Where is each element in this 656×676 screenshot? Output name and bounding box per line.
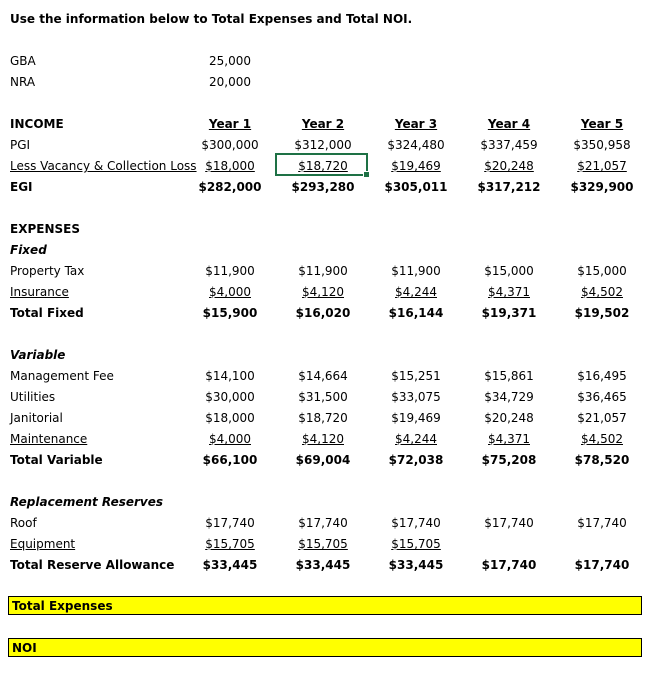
cell-total-reserve-allowance-year-1[interactable]: $33,445 bbox=[202, 558, 258, 572]
cell-equipment-year-3[interactable]: $15,705 bbox=[391, 537, 441, 551]
cell-utilities-year-1[interactable]: $30,000 bbox=[205, 390, 255, 404]
expenses-header: EXPENSES bbox=[10, 222, 80, 236]
cell-insurance-year-2[interactable]: $4,120 bbox=[302, 285, 344, 299]
nra-label: NRA bbox=[10, 75, 36, 89]
cell-total-fixed-year-5[interactable]: $19,502 bbox=[574, 306, 630, 320]
gba-value[interactable]: 25,000 bbox=[209, 54, 251, 68]
cell-less-vacancy-collection-loss-year-5[interactable]: $21,057 bbox=[577, 159, 627, 173]
cell-pgi-year-4[interactable]: $337,459 bbox=[480, 138, 538, 152]
cell-egi-year-3[interactable]: $305,011 bbox=[384, 180, 448, 194]
cell-total-reserve-allowance-year-5[interactable]: $17,740 bbox=[574, 558, 630, 572]
row-label-insurance: Insurance bbox=[10, 285, 69, 299]
cell-management-fee-year-1[interactable]: $14,100 bbox=[205, 369, 255, 383]
row-label-utilities: Utilities bbox=[10, 390, 56, 404]
reserves-header: Replacement Reserves bbox=[10, 495, 164, 509]
row-label-equipment: Equipment bbox=[10, 537, 76, 551]
cell-insurance-year-4[interactable]: $4,371 bbox=[488, 285, 530, 299]
year-header-3: Year 3 bbox=[394, 117, 438, 131]
cell-janitorial-year-4[interactable]: $20,248 bbox=[484, 411, 534, 425]
cell-total-fixed-year-2[interactable]: $16,020 bbox=[295, 306, 351, 320]
fixed-header: Fixed bbox=[10, 243, 47, 257]
cell-pgi-year-1[interactable]: $300,000 bbox=[201, 138, 259, 152]
cell-roof-year-4[interactable]: $17,740 bbox=[484, 516, 534, 530]
income-header: INCOME bbox=[10, 117, 64, 131]
cell-roof-year-5[interactable]: $17,740 bbox=[577, 516, 627, 530]
cell-utilities-year-4[interactable]: $34,729 bbox=[484, 390, 534, 404]
cell-less-vacancy-collection-loss-year-2[interactable]: $18,720 bbox=[298, 159, 348, 173]
noi-label: NOI bbox=[12, 641, 37, 655]
nra-value[interactable]: 20,000 bbox=[209, 75, 251, 89]
cell-total-variable-year-4[interactable]: $75,208 bbox=[481, 453, 537, 467]
cell-egi-year-5[interactable]: $329,900 bbox=[570, 180, 634, 194]
cell-utilities-year-5[interactable]: $36,465 bbox=[577, 390, 627, 404]
total-expenses-label: Total Expenses bbox=[12, 599, 113, 613]
cell-egi-year-2[interactable]: $293,280 bbox=[291, 180, 355, 194]
cell-total-fixed-year-1[interactable]: $15,900 bbox=[202, 306, 258, 320]
cell-utilities-year-3[interactable]: $33,075 bbox=[391, 390, 441, 404]
cell-total-variable-year-5[interactable]: $78,520 bbox=[574, 453, 630, 467]
cell-maintenance-year-3[interactable]: $4,244 bbox=[395, 432, 437, 446]
cell-less-vacancy-collection-loss-year-1[interactable]: $18,000 bbox=[205, 159, 255, 173]
year-header-4: Year 4 bbox=[487, 117, 531, 131]
cell-management-fee-year-2[interactable]: $14,664 bbox=[298, 369, 348, 383]
cell-total-fixed-year-4[interactable]: $19,371 bbox=[481, 306, 537, 320]
cell-egi-year-1[interactable]: $282,000 bbox=[198, 180, 262, 194]
cell-roof-year-1[interactable]: $17,740 bbox=[205, 516, 255, 530]
cell-roof-year-2[interactable]: $17,740 bbox=[298, 516, 348, 530]
row-label-egi: EGI bbox=[10, 180, 33, 194]
row-label-less-vacancy-collection-loss: Less Vacancy & Collection Loss bbox=[10, 159, 197, 173]
cell-pgi-year-5[interactable]: $350,958 bbox=[573, 138, 631, 152]
year-header-2: Year 2 bbox=[301, 117, 345, 131]
cell-property-tax-year-2[interactable]: $11,900 bbox=[298, 264, 348, 278]
cell-equipment-year-1[interactable]: $15,705 bbox=[205, 537, 255, 551]
cell-janitorial-year-5[interactable]: $21,057 bbox=[577, 411, 627, 425]
cell-management-fee-year-3[interactable]: $15,251 bbox=[391, 369, 441, 383]
cell-property-tax-year-5[interactable]: $15,000 bbox=[577, 264, 627, 278]
cell-maintenance-year-1[interactable]: $4,000 bbox=[209, 432, 251, 446]
row-label-total-fixed: Total Fixed bbox=[10, 306, 84, 320]
cell-less-vacancy-collection-loss-year-3[interactable]: $19,469 bbox=[391, 159, 441, 173]
cell-property-tax-year-3[interactable]: $11,900 bbox=[391, 264, 441, 278]
row-label-total-reserve-allowance: Total Reserve Allowance bbox=[10, 558, 175, 572]
variable-header: Variable bbox=[10, 348, 66, 362]
cell-insurance-year-5[interactable]: $4,502 bbox=[581, 285, 623, 299]
row-label-management-fee: Management Fee bbox=[10, 369, 114, 383]
cell-pgi-year-2[interactable]: $312,000 bbox=[294, 138, 352, 152]
row-label-maintenance: Maintenance bbox=[10, 432, 88, 446]
cell-total-variable-year-1[interactable]: $66,100 bbox=[202, 453, 258, 467]
row-label-total-variable: Total Variable bbox=[10, 453, 103, 467]
cell-janitorial-year-1[interactable]: $18,000 bbox=[205, 411, 255, 425]
cell-total-reserve-allowance-year-2[interactable]: $33,445 bbox=[295, 558, 351, 572]
cell-janitorial-year-2[interactable]: $18,720 bbox=[298, 411, 348, 425]
row-label-property-tax: Property Tax bbox=[10, 264, 85, 278]
cell-management-fee-year-4[interactable]: $15,861 bbox=[484, 369, 534, 383]
year-header-1: Year 1 bbox=[208, 117, 252, 131]
cell-maintenance-year-4[interactable]: $4,371 bbox=[488, 432, 530, 446]
row-label-janitorial: Janitorial bbox=[10, 411, 63, 425]
cell-insurance-year-1[interactable]: $4,000 bbox=[209, 285, 251, 299]
cell-janitorial-year-3[interactable]: $19,469 bbox=[391, 411, 441, 425]
cell-total-variable-year-3[interactable]: $72,038 bbox=[388, 453, 444, 467]
cell-roof-year-3[interactable]: $17,740 bbox=[391, 516, 441, 530]
cell-total-variable-year-2[interactable]: $69,004 bbox=[295, 453, 351, 467]
noi-row[interactable] bbox=[8, 638, 642, 657]
cell-egi-year-4[interactable]: $317,212 bbox=[477, 180, 541, 194]
row-label-roof: Roof bbox=[10, 516, 37, 530]
cell-equipment-year-2[interactable]: $15,705 bbox=[298, 537, 348, 551]
gba-label: GBA bbox=[10, 54, 36, 68]
cell-utilities-year-2[interactable]: $31,500 bbox=[298, 390, 348, 404]
cell-maintenance-year-5[interactable]: $4,502 bbox=[581, 432, 623, 446]
cell-property-tax-year-4[interactable]: $15,000 bbox=[484, 264, 534, 278]
cell-less-vacancy-collection-loss-year-4[interactable]: $20,248 bbox=[484, 159, 534, 173]
cell-management-fee-year-5[interactable]: $16,495 bbox=[577, 369, 627, 383]
cell-insurance-year-3[interactable]: $4,244 bbox=[395, 285, 437, 299]
cell-total-fixed-year-3[interactable]: $16,144 bbox=[388, 306, 444, 320]
cell-maintenance-year-2[interactable]: $4,120 bbox=[302, 432, 344, 446]
total-expenses-row[interactable] bbox=[8, 596, 642, 615]
year-header-5: Year 5 bbox=[580, 117, 624, 131]
cell-pgi-year-3[interactable]: $324,480 bbox=[387, 138, 445, 152]
cell-total-reserve-allowance-year-3[interactable]: $33,445 bbox=[388, 558, 444, 572]
row-label-pgi: PGI bbox=[10, 138, 31, 152]
cell-total-reserve-allowance-year-4[interactable]: $17,740 bbox=[481, 558, 537, 572]
cell-property-tax-year-1[interactable]: $11,900 bbox=[205, 264, 255, 278]
page-title: Use the information below to Total Expenses and Total NOI. bbox=[10, 12, 413, 26]
